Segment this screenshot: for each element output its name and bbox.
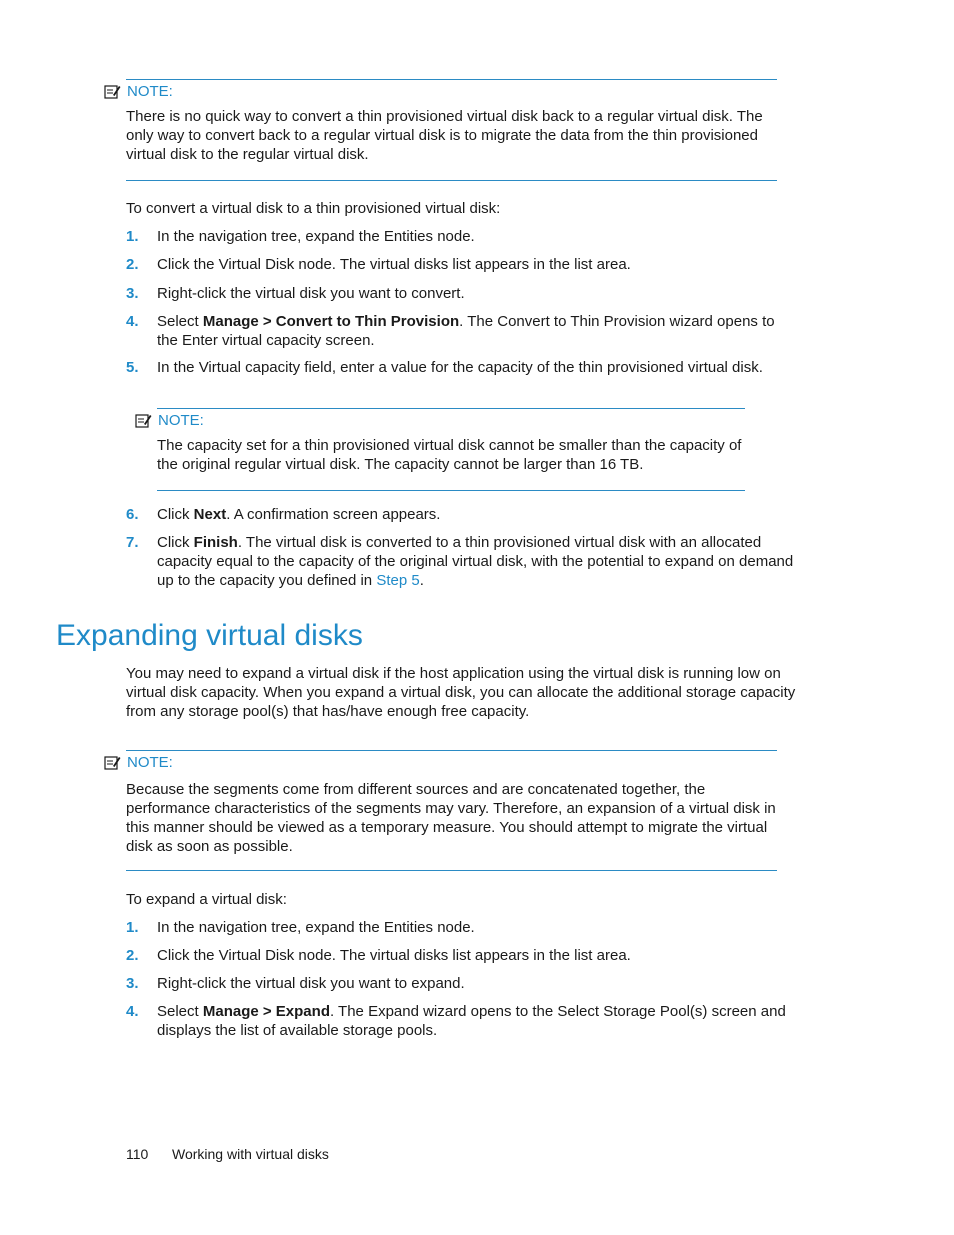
step-number: 6. (126, 506, 139, 523)
button-name: Finish (193, 534, 238, 551)
note-label: NOTE: (158, 412, 204, 429)
note-header (135, 411, 204, 430)
step-number: 2. (126, 947, 139, 964)
step-text: Click the Virtual Disk node. The virtual disks list appears in the list area. (157, 256, 631, 273)
note-label: NOTE: (127, 83, 173, 100)
step-number: 1. (126, 919, 139, 936)
step-text: In the navigation tree, expand the Entities node. (157, 919, 475, 936)
step-text: Click Finish. The virtual disk is converted to a thin provisioned virtual disk with an allocated capacity equal to the capacity of the original virtual disk, with the potential to expand on demand up to the capacity you defined in Step 5. (157, 534, 794, 589)
note-text: There is no quick way to convert a thin provisioned virtual disk back to a regular virtual disk. The only way to convert back to a regular virtual disk is to migrate the data from the thin provisioned virtual disk to the regular virtual disk. (126, 108, 763, 163)
step-number: 5. (126, 359, 139, 376)
step-text: In the Virtual capacity field, enter a value for the capacity of the thin provisioned virtual disk. (157, 359, 763, 376)
note-pencil-icon (104, 755, 121, 770)
note-box-1 (126, 79, 777, 181)
step-number: 4. (126, 1003, 139, 1020)
running-footer-title: Working with virtual disks (172, 1146, 329, 1162)
note-header (104, 82, 173, 101)
expand-intro: To expand a virtual disk: (126, 891, 287, 908)
step-text: Select Manage > Convert to Thin Provision. The Convert to Thin Provision wizard opens to the Enter virtual capacity screen. (157, 313, 775, 349)
step-text: Select Manage > Expand. The Expand wizard opens to the Select Storage Pool(s) screen and displays the list of available storage pools. (157, 1003, 786, 1039)
note-pencil-icon (104, 84, 121, 99)
note-pencil-icon (135, 413, 152, 428)
page-number: 110 (126, 1146, 149, 1162)
step-number: 4. (126, 313, 139, 330)
step-text: In the navigation tree, expand the Entities node. (157, 228, 475, 245)
convert-intro: To convert a virtual disk to a thin provisioned virtual disk: (126, 200, 501, 217)
step-number: 3. (126, 285, 139, 302)
step-text: Click Next. A confirmation screen appears. (157, 506, 441, 523)
step-text: Click the Virtual Disk node. The virtual disks list appears in the list area. (157, 947, 631, 964)
expand-intro-paragraph: You may need to expand a virtual disk if the host application using the virtual disk is running low on virtual disk capacity. When you expand a virtual disk, you can allocate the additional storage capacity from any storage pool(s) that has/have enough free capacity. (126, 665, 796, 720)
step-number: 1. (126, 228, 139, 245)
step-text: Right-click the virtual disk you want to convert. (157, 285, 465, 302)
note-header (104, 753, 173, 772)
step-number: 7. (126, 534, 139, 551)
note-box-2 (157, 408, 745, 491)
note-text: Because the segments come from different sources and are concatenated together, the performance characteristics of the segments may vary. Therefore, an expansion of a virtual disk in this manner should be viewed as a temporary measure. You should attempt to migrate the virtual disk as soon as possible. (126, 781, 776, 855)
step-number: 3. (126, 975, 139, 992)
button-name: Next (193, 506, 227, 523)
step-text: Right-click the virtual disk you want to expand. (157, 975, 465, 992)
menu-path: Manage > Convert to Thin Provision (202, 313, 460, 330)
note-box-3 (126, 750, 777, 871)
step-5-link[interactable]: Step 5 (376, 572, 420, 589)
menu-path: Manage > Expand (202, 1003, 330, 1020)
section-heading: Expanding virtual disks (56, 619, 363, 652)
note-label: NOTE: (127, 754, 173, 771)
note-text: The capacity set for a thin provisioned virtual disk cannot be smaller than the capacity of the original regular virtual disk. The capacity cannot be larger than 16 TB. (157, 437, 742, 473)
step-number: 2. (126, 256, 139, 273)
